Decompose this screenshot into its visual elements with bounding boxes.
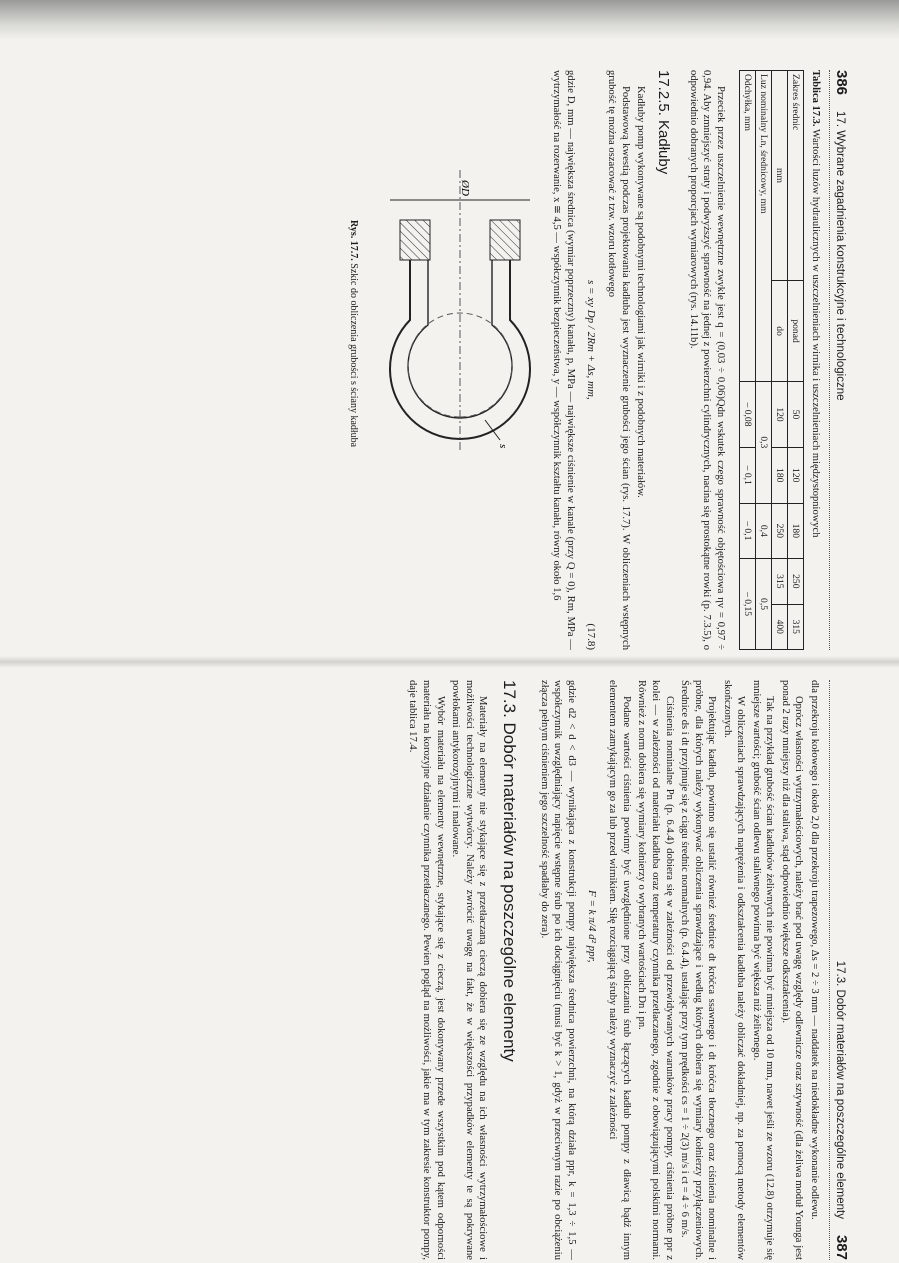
scan-fold-line [0, 656, 899, 668]
table-row [788, 71, 804, 650]
page-386 [80, 70, 850, 650]
table-title: Wartości luzów hydraulicznych w uszczelnieniach wirnika i uszczelnieniach międzystopniowych [810, 128, 821, 538]
table-cell: mm [772, 71, 788, 281]
table-cell: – 0,08 [740, 382, 756, 448]
flange-left-top [490, 220, 520, 260]
formula-17-8 [585, 70, 597, 650]
table-cell: 0,5 [756, 559, 772, 650]
clearance-table [739, 70, 804, 650]
paragraph: Kadłuby pomp wykonywane są podobnymi technologiami jak wirniki i z podobnych materiałów. [635, 86, 647, 498]
paragraph: Materiały na elementy nie stykające się z przetłaczaną cieczą dobiera się ze względu na ich własności wytrzymałościowe i możliwości technologiczne wytwórcy. Należy zwrócić uwagę na fakt, że w większości przypadków elementy te są pokrywane powłokami antykorozyjnymi i malowane. [450, 680, 489, 1260]
paragraph: Projektując kadłub, powinno się ustalić również średnice dt króćca ssawnego i dt króćca tłocznego oraz ciśnienia nominalne i próbne, dla których należy wykonywać obliczenia sprawdzające i według których dobiera się wymiary kołnierzy przyłączeniowych. Średnice ds i dt przyjmuje się z ciągu średnic normalnych (p. 6.4.4), ustalając przy tym prędkości cs = 1 ÷ 2(3) m/s i ct = 4 ÷ 6 m/s. [679, 680, 718, 1260]
flange-left-bottom [400, 220, 430, 260]
paragraph: Wybór materiału na elementy wewnętrzne, stykające się z cieczą, jest dokonywany przede wszystkim pod kątem odporności materiału na korozyjne działanie czynnika przetłaczanego. Pewien pogląd na możliwości, jakie ma w tym zakresie konstruktor pompy, daje tablica 17.4. [407, 680, 446, 1260]
thickness-label: s [496, 444, 509, 449]
figure-17-7 [365, 150, 540, 650]
table-cell: 120 [772, 382, 788, 448]
paragraph: Podstawową kwestią podczas projektowania kadłuba jest wyznaczenie grubości jego ścian (rys. 17.7). W obliczeniach wstępnych grubość tę można oszacować z tzw. wzoru kotłowego [606, 70, 631, 650]
table-label: Tablica 17.3. [810, 70, 821, 127]
table-cell: Zakres średnic [788, 71, 804, 281]
figure-caption-label: Rys. 17.7. [347, 220, 359, 261]
table-cell: – 0,1 [740, 447, 756, 503]
paragraph: dla przekroju kołowego i około 2,0 dla przekroju trapezowego, Δs = 2 ÷ 3 mm — naddatek na niedokładne wykonanie odlewu. [809, 680, 820, 1220]
table-cell: 0,4 [756, 503, 772, 559]
table-cell: do [772, 280, 788, 381]
table-row [740, 71, 756, 650]
table-cell: ponad [788, 280, 804, 381]
table-row [756, 71, 772, 650]
table-cell: – 0,15 [740, 559, 756, 650]
table-cell: 315 [788, 604, 804, 649]
table-cell: 315 [772, 559, 788, 604]
page-387 [80, 680, 850, 1260]
paragraph: Oprócz własności wytrzymałościowych, należy brać pod uwagę względy odlewnicze oraz sztywność (dla żeliwa moduł Younga jest ponad 2 razy mniejszy niż dla staliwa, stąd odpowiednio większe odkształcenia). [779, 680, 805, 1260]
figure-caption [348, 70, 359, 650]
formula-text: F = k π/4 d² ppr, [585, 890, 598, 963]
dimension-label: ØD [458, 180, 471, 196]
paragraph: Przeciek przez uszczelnienie wewnętrzne zwykle jest q = (0,03 ÷ 0,06)Qdn wskutek czego sprawność objętościowa ηv = 0,97 ÷ 0,94. Aby zmniejszyć straty i podwyższyć sprawność na jednej z powierzchni cylindrycznych, nacina się prostokątne rowki (p. 7.3.5), o odpowiednio dobranych proporcjach wymiarowych (rys. 14.11b). [687, 70, 726, 650]
formula-bolt-force [586, 680, 598, 1260]
table-cell: 250 [772, 503, 788, 559]
running-head-text: 17. Wybrane zagadnienia konstrukcyjne i technologiczne [834, 111, 846, 401]
paragraph: gdzie D, mm — największa średnica (wymiar poprzeczny) kanału, p, MPa — największe ciśnienie w kanale (przy Q = 0), Rm, MPa — wytrzymałość na rozerwanie, x ≅ 4,5 — współczynnik bezpieczeństwa, y — współczynnik kształtu kanału, równy około 1,6 [551, 70, 576, 650]
figure-caption-text: Szkic do obliczenia grubości s ściany kadłuba [347, 263, 359, 448]
page-number: 386 [833, 70, 850, 96]
running-head-387 [829, 680, 850, 1260]
table-cell: 400 [772, 604, 788, 649]
thickness-leader [485, 420, 500, 440]
table-cell: Odchyłka, mm [740, 71, 756, 382]
table-caption [810, 70, 821, 650]
paragraph: gdzie d2 < d < d3 — wynikająca z konstrukcji pompy największa średnica powierzchni, na którą działa ppr, k = 1,3 ÷ 1,5 — współczynnik uwzględniający napięcie wstępne śrub po ich dociągnięciu (musi być k > 1, gdyż w przeciwnym razie po obciążeniu złącza pełnym ciśnieniem jego szczelność spadłaby do zera). [538, 680, 577, 1260]
section-heading: 17.2.5. Kadłuby [655, 70, 673, 175]
table-cell: 0,3 [756, 382, 772, 503]
paragraph: Tak na przykład grubość ścian kadłubów żeliwnych nie powinna być mniejsza od 10 mm, nawet jeśli ze wzoru (12.8) otrzymuje się mniejsze wartości; grubość ścian odlewu staliwnego powinna być większa niż żeliwnego. [750, 680, 776, 1260]
page-number: 387 [833, 1234, 850, 1260]
table-row [772, 71, 788, 650]
table-cell: 180 [772, 447, 788, 503]
running-head-386 [829, 70, 850, 650]
paragraph: Ciśnienia nominalne Pn (p. 6.4.4) dobiera się w zależności od przewidywanych warunków pracy pompy, ciśnienia próbne ppr z kolei — w zależności od materiału kadłuba oraz temperatury czynnika przetłaczanego, zgodnie z obowiązującymi polskimi normami. Również z norm dobiera się wymiary kołnierzy o wybranych wartościach Dn i pn. [636, 680, 675, 1260]
casing-sketch [370, 150, 540, 530]
scan-shadow-top [0, 0, 899, 40]
running-head-text: 17.3. Dobór materiałów na poszczególne elementy [834, 960, 846, 1219]
formula-text: s = xy Dp / 2Rm + Δs, mm, [584, 280, 597, 400]
paragraph: Podane wartości ciśnienia powinny być uwzględnione przy obliczaniu śrub łączących kadłub pompy z dławicą bądź innym elementem zamykającym go za lub przed wirnikiem. Siłę rozciągającą śruby należy wyznaczyć z zależności [607, 680, 632, 1260]
table-cell: 180 [788, 503, 804, 559]
paragraph: W obliczeniach sprawdzających naprężenia i odkształcenia kadłuba należy obliczać dokładniej, np. za pomocą metody elementów skończonych. [721, 680, 747, 1260]
table-cell: Luz nominalny Ln, średnicowy, mm [756, 71, 772, 382]
formula-number: (17.8) [584, 623, 597, 650]
table-cell: 120 [788, 447, 804, 503]
table-cell: – 0,1 [740, 503, 756, 559]
table-cell: 250 [788, 559, 804, 604]
table-cell: 50 [788, 382, 804, 448]
section-heading: 17.3. Dobór materiałów na poszczególne elementy [500, 680, 520, 1062]
